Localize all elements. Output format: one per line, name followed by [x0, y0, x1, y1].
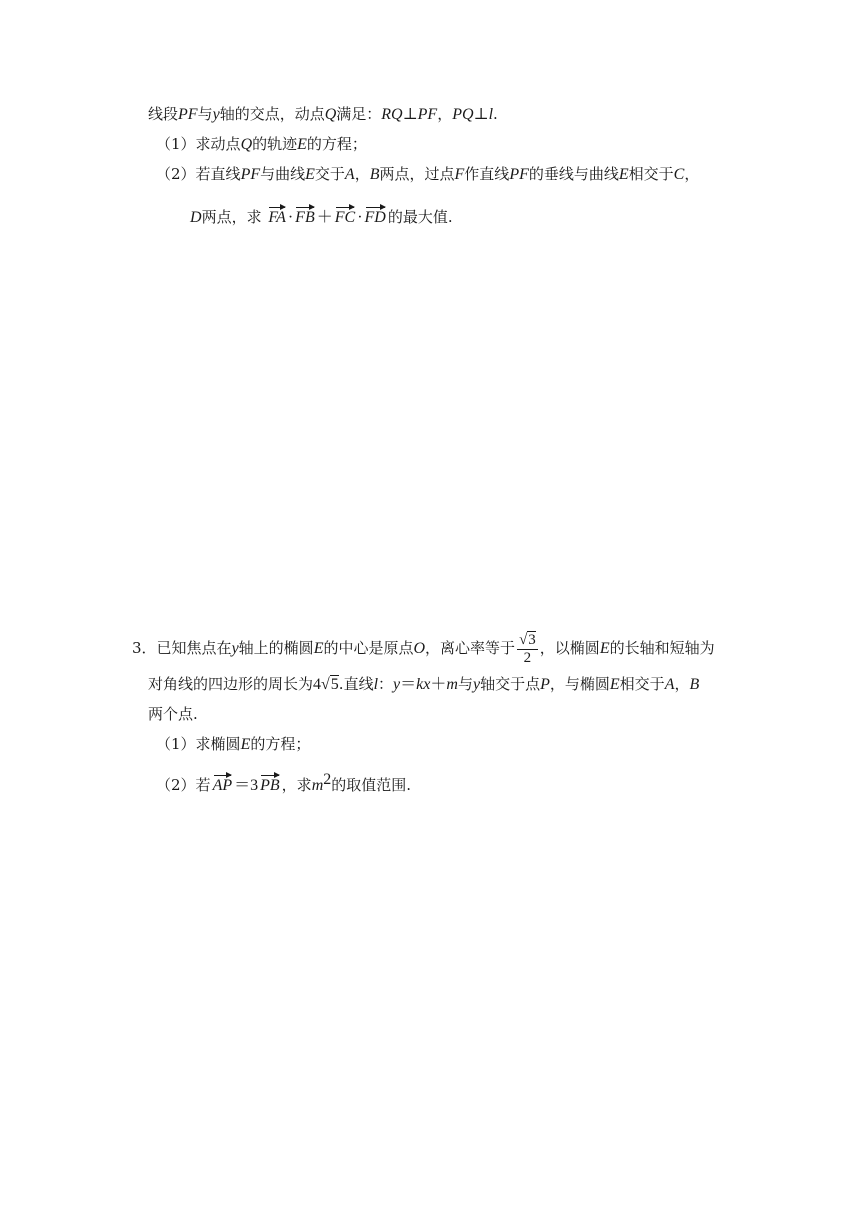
text: 轴的交点，动点 — [219, 105, 325, 123]
text: 的最大值. — [387, 208, 453, 226]
text: ，离心率等于 — [425, 639, 516, 657]
math-var: m — [311, 777, 324, 794]
text: 求椭圆 — [195, 735, 241, 753]
math-var: y — [231, 640, 239, 657]
problem2-part1 — [156, 134, 367, 155]
math-var: m — [446, 676, 458, 693]
text: 满足： — [336, 105, 382, 123]
problem3-line1 — [132, 628, 715, 669]
math-var: E — [297, 136, 307, 153]
part-label: （2） — [156, 776, 196, 794]
problem2-part2-line1 — [156, 164, 699, 185]
plus-symbol: ＋ — [316, 209, 333, 226]
text: ，求 — [281, 776, 312, 794]
text: 的中心是原点 — [323, 639, 414, 657]
problem3-part2 — [156, 772, 411, 796]
fraction-denominator: 2 — [523, 649, 532, 666]
vector-ap: AP — [213, 772, 233, 796]
text: . — [493, 105, 498, 123]
part-label: （2） — [156, 165, 196, 183]
math-var: RQ — [381, 106, 403, 123]
math-var: PF — [178, 106, 198, 123]
text: 相交于 — [619, 675, 665, 693]
math-var: l — [488, 106, 494, 123]
text: 的长轴和短轴为 — [609, 639, 715, 657]
vector-fd: FD — [365, 204, 386, 228]
equals-symbol: ＝ — [400, 676, 417, 693]
text: 若 — [195, 776, 211, 794]
vector-fc: FC — [335, 204, 355, 228]
text: 线段 — [148, 105, 179, 123]
text: 两点，求 — [201, 208, 262, 226]
math-var: Q — [324, 106, 337, 123]
math-var: E — [305, 166, 315, 183]
text: 与 — [197, 105, 213, 123]
math-var: E — [599, 640, 610, 657]
text: 若直线 — [195, 165, 241, 183]
text: 的方程； — [250, 735, 311, 753]
text: 与曲线 — [260, 165, 306, 183]
number: 4 — [313, 676, 322, 693]
math-var: E — [609, 676, 620, 693]
math-var: PQ — [452, 106, 474, 123]
math-var: D — [190, 209, 202, 226]
math-var: P — [540, 676, 550, 693]
radicand: 5 — [330, 676, 339, 693]
math-var: B — [369, 166, 380, 183]
part-label: （1） — [156, 135, 196, 153]
problem3-line3 — [148, 704, 198, 724]
text: 已知焦点在 — [156, 639, 232, 657]
vector-pb: PB — [260, 772, 280, 796]
text: 的轨迹 — [252, 135, 298, 153]
math-var: C — [673, 166, 685, 183]
text: ，以椭圆 — [539, 639, 600, 657]
text: ： — [378, 675, 394, 693]
math-var: B — [689, 676, 700, 693]
text: 轴上的椭圆 — [238, 639, 314, 657]
text: 与 — [457, 675, 473, 693]
text: 相交于 — [628, 165, 674, 183]
text: 交于 — [314, 165, 345, 183]
text: 作直线 — [464, 165, 510, 183]
text: 的方程； — [306, 135, 367, 153]
superscript: 2 — [323, 771, 332, 788]
math-var: PF — [240, 166, 261, 183]
text: ，与椭圆 — [549, 675, 610, 693]
text: 的垂线与曲线 — [528, 165, 619, 183]
text: ， — [437, 105, 453, 123]
dot-symbol: · — [287, 209, 294, 226]
text: 两点，过点 — [379, 165, 455, 183]
math-var: y — [472, 676, 481, 693]
text: ， — [684, 165, 700, 183]
text: .直线 — [338, 675, 374, 693]
math-var: A — [344, 166, 355, 183]
vector-fb: FB — [295, 204, 315, 228]
sqrt-symbol: √ — [321, 676, 330, 693]
text: 求动点 — [195, 135, 241, 153]
problem2-part2-line2 — [190, 204, 453, 228]
math-var: kx — [416, 676, 431, 693]
math-var: E — [313, 640, 324, 657]
math-var: O — [413, 640, 426, 657]
problem3-line2 — [148, 674, 699, 695]
math-var: PF — [509, 166, 529, 183]
text: 对角线的四边形的周长为 — [148, 675, 314, 693]
problem-number: 3． — [132, 639, 157, 657]
math-var: F — [454, 166, 465, 183]
perp-symbol: ⊥ — [473, 106, 489, 123]
text: ， — [354, 165, 370, 183]
eccentricity-fraction — [517, 632, 538, 667]
math-var: PF — [417, 106, 438, 123]
math-var: A — [664, 676, 675, 693]
perp-symbol: ⊥ — [402, 106, 418, 123]
text: ， — [674, 675, 690, 693]
math-var: l — [373, 676, 379, 693]
part-label: （1） — [156, 735, 196, 753]
text: 轴交于点 — [480, 675, 541, 693]
math-var: E — [240, 736, 251, 753]
math-var: Q — [240, 136, 253, 153]
dot-symbol: · — [357, 209, 363, 226]
math-var: y — [212, 106, 220, 123]
problem3-part1 — [156, 734, 310, 755]
math-var: y — [393, 676, 401, 693]
fraction-numerator: √3 — [519, 631, 536, 648]
vector-fa: FA — [268, 204, 285, 228]
equals-three: ＝3 — [234, 777, 259, 794]
radicand: 3 — [528, 631, 536, 648]
math-var: E — [618, 166, 629, 183]
text: 两个点. — [148, 705, 198, 723]
plus-symbol: ＋ — [430, 676, 447, 693]
problem2-line1 — [148, 104, 498, 125]
text: 的取值范围. — [331, 776, 412, 794]
